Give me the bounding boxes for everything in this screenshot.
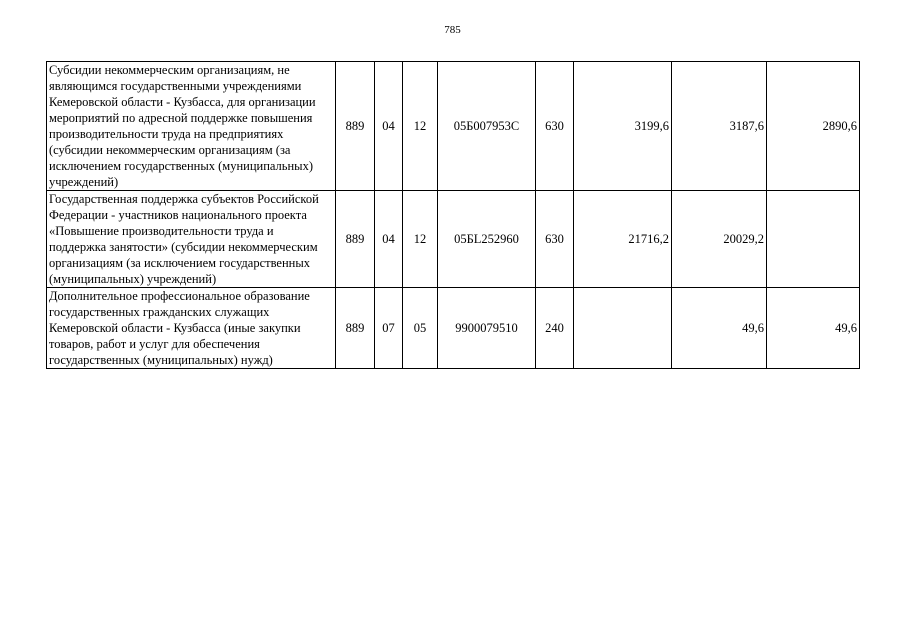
amount-2: 20029,2 [672, 191, 767, 288]
section-code: 07 [375, 288, 403, 369]
subsection-code: 05 [403, 288, 438, 369]
table-row [47, 288, 860, 369]
section-code: 04 [375, 62, 403, 191]
table-row [47, 191, 860, 288]
row-description: Субсидии некоммерческим организациям, не являющимся государственными учреждениями Кемеровской области - Кузбасса, для организации мероприятий по адресной поддержке повышения производительности труда на предприятиях (субсидии некоммерческим организациям (за исключением государственных (муниципальных) учреждений) [47, 62, 336, 191]
expense-type-code: 240 [536, 288, 574, 369]
section-code: 04 [375, 191, 403, 288]
amount-1: 21716,2 [574, 191, 672, 288]
ministry-code: 889 [336, 288, 375, 369]
expense-type-code: 630 [536, 191, 574, 288]
expense-type-code: 630 [536, 62, 574, 191]
budget-table [46, 61, 860, 369]
amount-2: 3187,6 [672, 62, 767, 191]
amount-3: 2890,6 [767, 62, 860, 191]
amount-2: 49,6 [672, 288, 767, 369]
amount-1: 3199,6 [574, 62, 672, 191]
amount-3 [767, 191, 860, 288]
subsection-code: 12 [403, 62, 438, 191]
ministry-code: 889 [336, 62, 375, 191]
row-description: Государственная поддержка субъектов Российской Федерации - участников национального проекта «Повышение производительности труда и поддержка занятости» (субсидии некоммерческим организациям (за исключением государственных (муниципальных) учреждений) [47, 191, 336, 288]
amount-1 [574, 288, 672, 369]
ministry-code: 889 [336, 191, 375, 288]
target-article-code: 9900079510 [438, 288, 536, 369]
target-article-code: 05БL252960 [438, 191, 536, 288]
target-article-code: 05Б007953С [438, 62, 536, 191]
subsection-code: 12 [403, 191, 438, 288]
page-number: 785 [444, 24, 461, 36]
amount-3: 49,6 [767, 288, 860, 369]
row-description: Дополнительное профессиональное образование государственных гражданских служащих Кемеровской области - Кузбасса (иные закупки товаров, работ и услуг для обеспечения государственных (муниципальных) нужд) [47, 288, 336, 369]
table-row [47, 62, 860, 191]
